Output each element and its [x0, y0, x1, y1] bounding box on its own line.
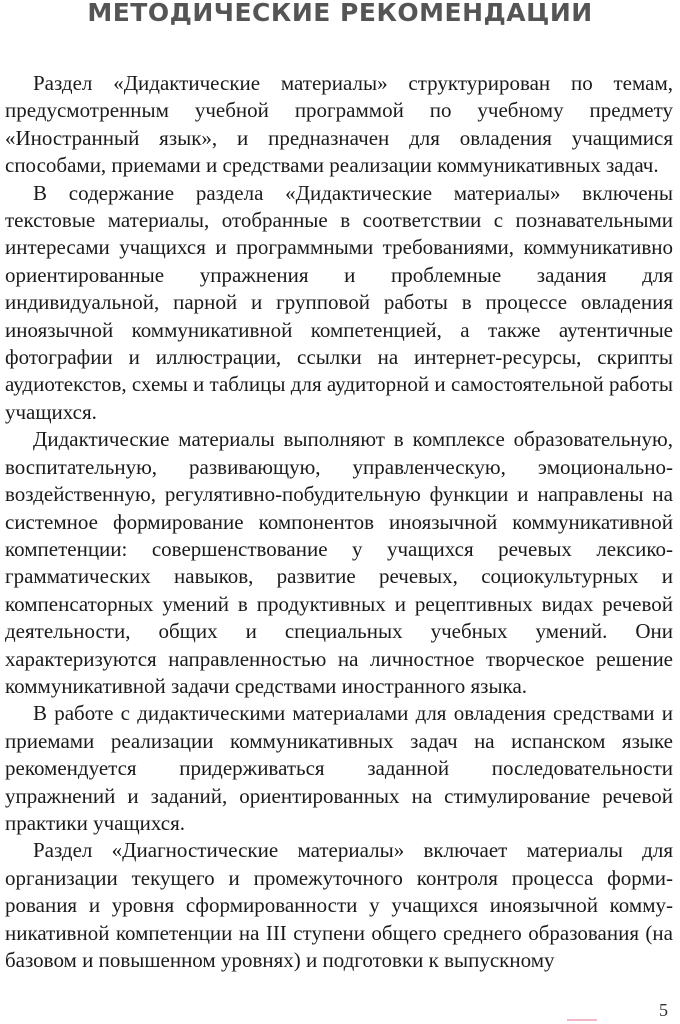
paragraph: В содержание раздела «Дидактические материалы» включены текстовые материалы, отобранные в соответствии с познавательными интересами учащихся и программными требованиями, коммуникативно ориентированные упражнения и проблемные задания для индивидуальной, парной и групповой работы в процессе овладения иноязычной коммуникативной компетенцией, а также аутентичные фотографии и иллюстрации, ссылки на интернет-ресурсы, скрипты аудиотекстов, схемы и таблицы для аудиторной и самостоятельной работы учащихся.	[5, 180, 673, 424]
page-title: МЕТОДИЧЕСКИЕ РЕКОМЕНДАЦИИ	[87, 0, 593, 27]
paragraph: Раздел «Дидактические материалы» структурирован по темам, предусмотренным учебной программой по учебному предмету «Иностранный язык», и предназначен для овладения учащимися способами, приемами и средствами реализации коммуникативных задач.	[5, 71, 673, 178]
paragraph: Дидактические материалы выполняют в комплексе образовательную, воспитательную, развивающую, управленческую, эмоционально-воздейственную, регулятивно-побудительную функции и направлены на системное формирование компонентов иноязычной коммуникативной компетенции: совершенствование у учащихся речевых лексико-грамматических навыков, развитие речевых, социокультурных и компенсаторных умений в продуктивных и рецептивных видах речевой деятельности, общих и специальных учебных умений. Они характеризуются направленностью на личностное творческое решение коммуникативной задачи средствами иностранного языка.	[5, 427, 673, 698]
page-number: 5	[659, 1000, 668, 1020]
paragraph: В работе с дидактическими материалами для овладения средствами и приемами реализации коммуникативных задач на испанском языке рекомендуется придерживаться заданной последовательности упражнений и заданий, ориентированных на стимулирование речевой практики учащихся.	[5, 701, 673, 835]
paragraph: Раздел «Диагностические материалы» включает материалы для организации текущего и промежуточного контроля процесса формирования и уровня сформированности у учащихся иноязычной коммуникативной компетенции на III ступени общего среднего образования (на базовом и повышенном уровнях) и подготовки к выпускному	[5, 838, 673, 972]
body-text	[5, 70, 673, 974]
decorative-mark	[567, 1019, 597, 1021]
